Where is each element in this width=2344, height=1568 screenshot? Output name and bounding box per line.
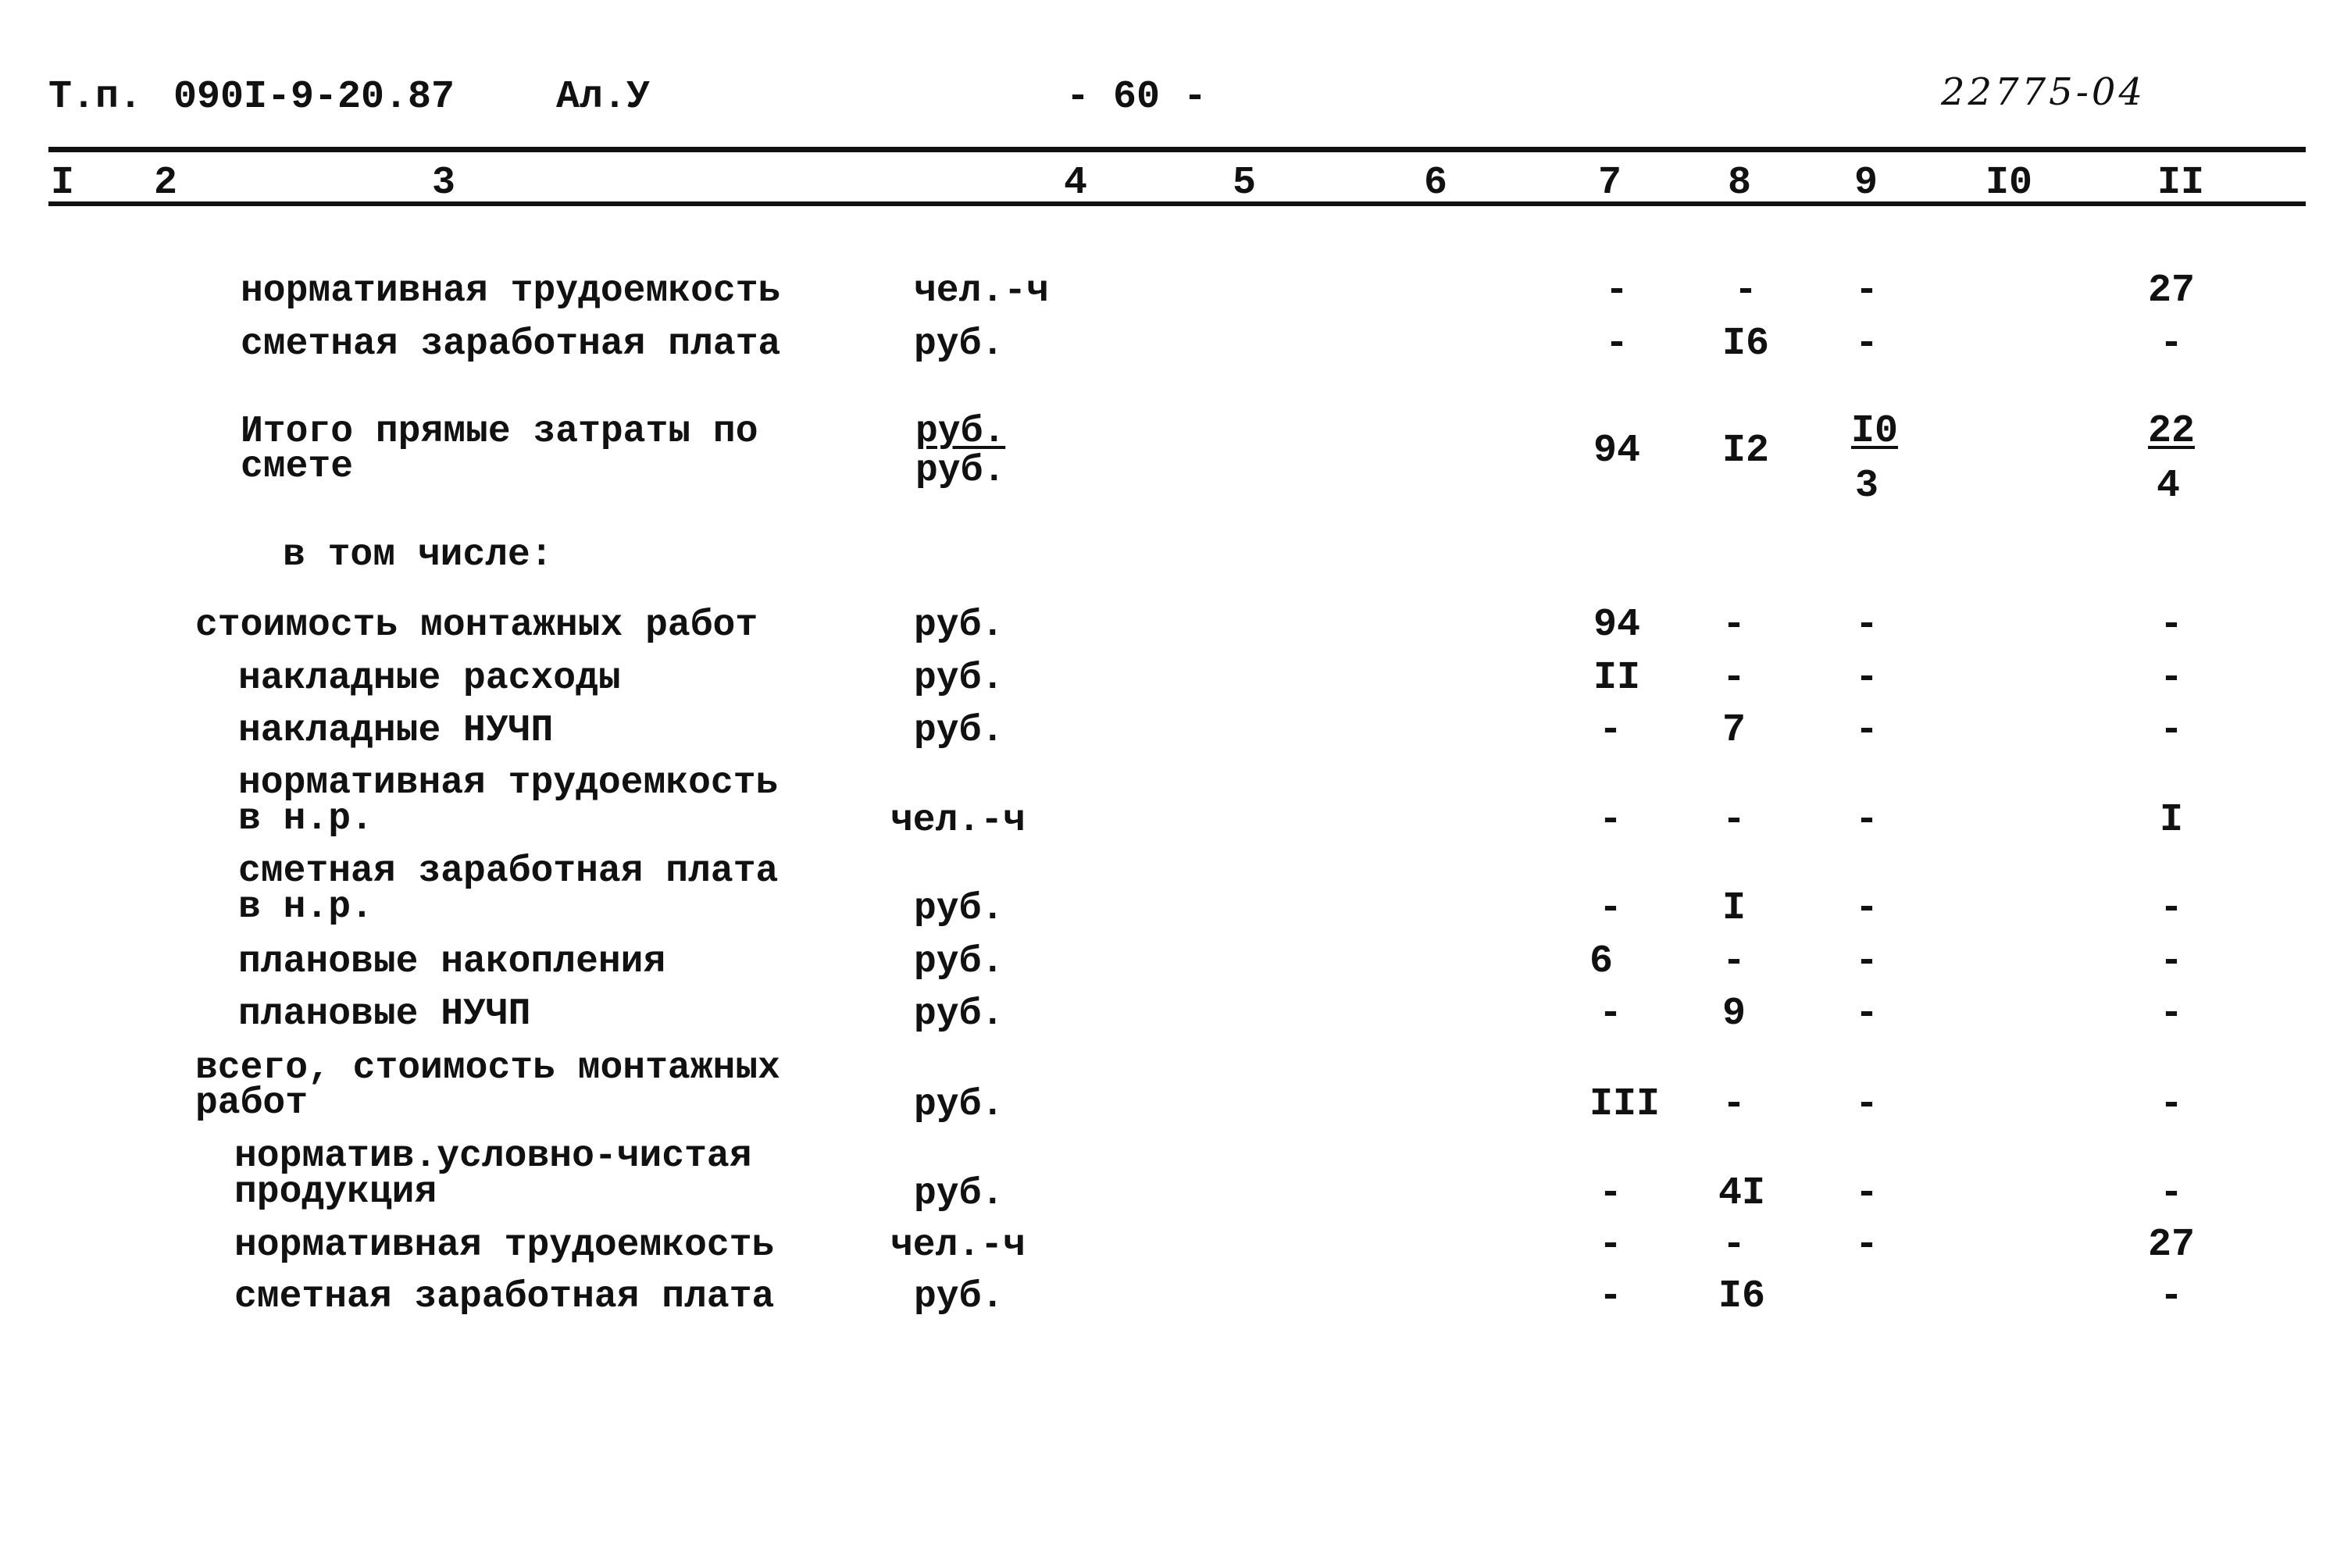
row-label-cont: работ (195, 1082, 309, 1124)
column-number-4: 4 (1064, 161, 1088, 205)
row-label: накладные НУЧП (238, 710, 554, 752)
column-number-6: 6 (1424, 161, 1448, 205)
row-value-col7: 94 (1593, 603, 1640, 647)
row-label: плановые НУЧП (238, 993, 531, 1035)
row-value-col11: - (2159, 886, 2183, 931)
column-number-7: 7 (1598, 161, 1622, 205)
column-number-10: I0 (1985, 161, 2033, 205)
row-value-col9: - (1854, 269, 1878, 313)
row-value-col11: - (2159, 1171, 2183, 1216)
column-number-11: II (2157, 161, 2205, 205)
doc-type-label: Т.п. (48, 75, 143, 119)
row-label: всего, стоимость монтажных (195, 1047, 780, 1089)
row-value-col9: - (1854, 886, 1878, 931)
column-number-3: 3 (432, 161, 456, 205)
row-label: сметная заработная плата (234, 1276, 775, 1318)
row-value-col7: - (1598, 992, 1622, 1036)
row-value-col11-denominator: 4 (2156, 464, 2180, 508)
row-label: сметная заработная плата (238, 850, 779, 893)
row-unit: руб. (914, 888, 1004, 930)
row-value-col8: I (1721, 886, 1746, 931)
column-number-8: 8 (1728, 161, 1752, 205)
row-label-cont: продукция (234, 1171, 437, 1213)
row-value-col11: - (2159, 708, 2183, 753)
section-subheading: в том числе: (283, 534, 553, 576)
row-value-col7: - (1604, 322, 1629, 366)
row-unit: руб. (914, 1084, 1004, 1126)
row-value-col9: - (1854, 992, 1878, 1036)
row-value-col7: - (1598, 708, 1622, 753)
row-value-col8: - (1721, 939, 1746, 984)
row-value-col11-numerator: 22 (2147, 409, 2195, 454)
row-label: Итого прямые затраты по (241, 411, 758, 453)
archive-stamp: 22775-04 (1941, 70, 2146, 114)
row-value-col11: - (2159, 992, 2183, 1036)
row-value-col11: - (2159, 603, 2183, 647)
row-value-col8: - (1721, 603, 1746, 647)
row-value-col9: - (1854, 322, 1878, 366)
row-value-col7: - (1604, 269, 1629, 313)
row-label-cont: смете (241, 446, 354, 488)
row-unit: руб. (914, 1276, 1004, 1318)
row-label: сметная заработная плата (241, 323, 781, 365)
row-value-col9-numerator: I0 (1850, 409, 1898, 454)
row-value-col8: - (1721, 656, 1746, 700)
row-value-col9: - (1854, 798, 1878, 843)
column-number-9: 9 (1854, 161, 1878, 205)
row-value-col11: I (2159, 798, 2183, 843)
row-value-col7: 94 (1593, 429, 1640, 473)
row-unit: руб. (914, 1173, 1004, 1215)
row-value-col9-denominator: 3 (1854, 464, 1878, 508)
row-value-col8: I6 (1718, 1274, 1765, 1319)
page-number: - 60 - (1066, 75, 1208, 119)
row-label: накладные расходы (238, 657, 621, 700)
row-value-col9: - (1854, 1223, 1878, 1267)
row-value-col11: 27 (2147, 1223, 2195, 1267)
row-value-col7: II (1593, 656, 1640, 700)
row-value-col8: - (1721, 1082, 1746, 1127)
row-value-col9: - (1854, 603, 1878, 647)
row-unit: чел.-ч (890, 1224, 1026, 1267)
row-unit-denominator: руб. (915, 450, 1006, 492)
row-value-col11: - (2159, 939, 2183, 984)
row-value-col8: 7 (1721, 708, 1746, 753)
column-number-2: 2 (154, 161, 178, 205)
row-label: нормативная трудоемкость (234, 1224, 775, 1267)
row-value-col9: - (1854, 708, 1878, 753)
row-unit: руб. (914, 941, 1004, 983)
header-bottom-rule (48, 201, 2306, 206)
header-top-rule (48, 147, 2306, 152)
row-value-col11: 27 (2147, 269, 2195, 313)
row-label: норматив.условно-чистая (234, 1135, 752, 1178)
row-label: плановые накопления (238, 941, 666, 983)
row-label-cont: в н.р. (238, 798, 373, 840)
album-label: Ал.У (556, 75, 651, 119)
doc-code: 090I-9-20.87 (173, 75, 455, 119)
row-unit: руб. (914, 323, 1004, 365)
row-value-col8: - (1733, 269, 1757, 313)
row-value-col8: I6 (1721, 322, 1769, 366)
row-value-col9: - (1854, 1171, 1878, 1216)
row-unit: руб. (914, 710, 1004, 752)
row-value-col7: 6 (1589, 939, 1613, 984)
row-value-col11: - (2159, 322, 2183, 366)
row-value-col7: - (1598, 1223, 1622, 1267)
row-unit: чел.-ч (890, 800, 1026, 842)
row-unit-numerator: руб. (915, 411, 1006, 453)
column-number-1: I (51, 161, 75, 205)
row-value-col7: - (1598, 798, 1622, 843)
row-value-col9: - (1854, 656, 1878, 700)
row-value-col8: - (1721, 1223, 1746, 1267)
row-value-col7: - (1598, 1171, 1622, 1216)
row-value-col8: - (1721, 798, 1746, 843)
row-value-col8: I2 (1721, 429, 1769, 473)
row-value-col11: - (2159, 1082, 2183, 1127)
row-unit: руб. (914, 993, 1004, 1035)
row-value-col7: - (1598, 886, 1622, 931)
row-value-col7: - (1598, 1274, 1622, 1319)
column-number-5: 5 (1233, 161, 1257, 205)
row-value-col9: - (1854, 939, 1878, 984)
row-unit: чел.-ч (914, 270, 1049, 312)
row-unit: руб. (914, 604, 1004, 647)
row-unit: руб. (914, 657, 1004, 700)
row-value-col11: - (2159, 1274, 2183, 1319)
row-label: нормативная трудоемкость (238, 762, 779, 804)
row-value-col7: III (1589, 1082, 1660, 1127)
row-label: стоимость монтажных работ (195, 604, 758, 647)
row-value-col8: 9 (1721, 992, 1746, 1036)
row-label: нормативная трудоемкость (241, 270, 781, 312)
row-value-col8: 4I (1718, 1171, 1765, 1216)
row-label-cont: в н.р. (238, 886, 373, 928)
row-value-col11: - (2159, 656, 2183, 700)
row-value-col9: - (1854, 1082, 1878, 1127)
